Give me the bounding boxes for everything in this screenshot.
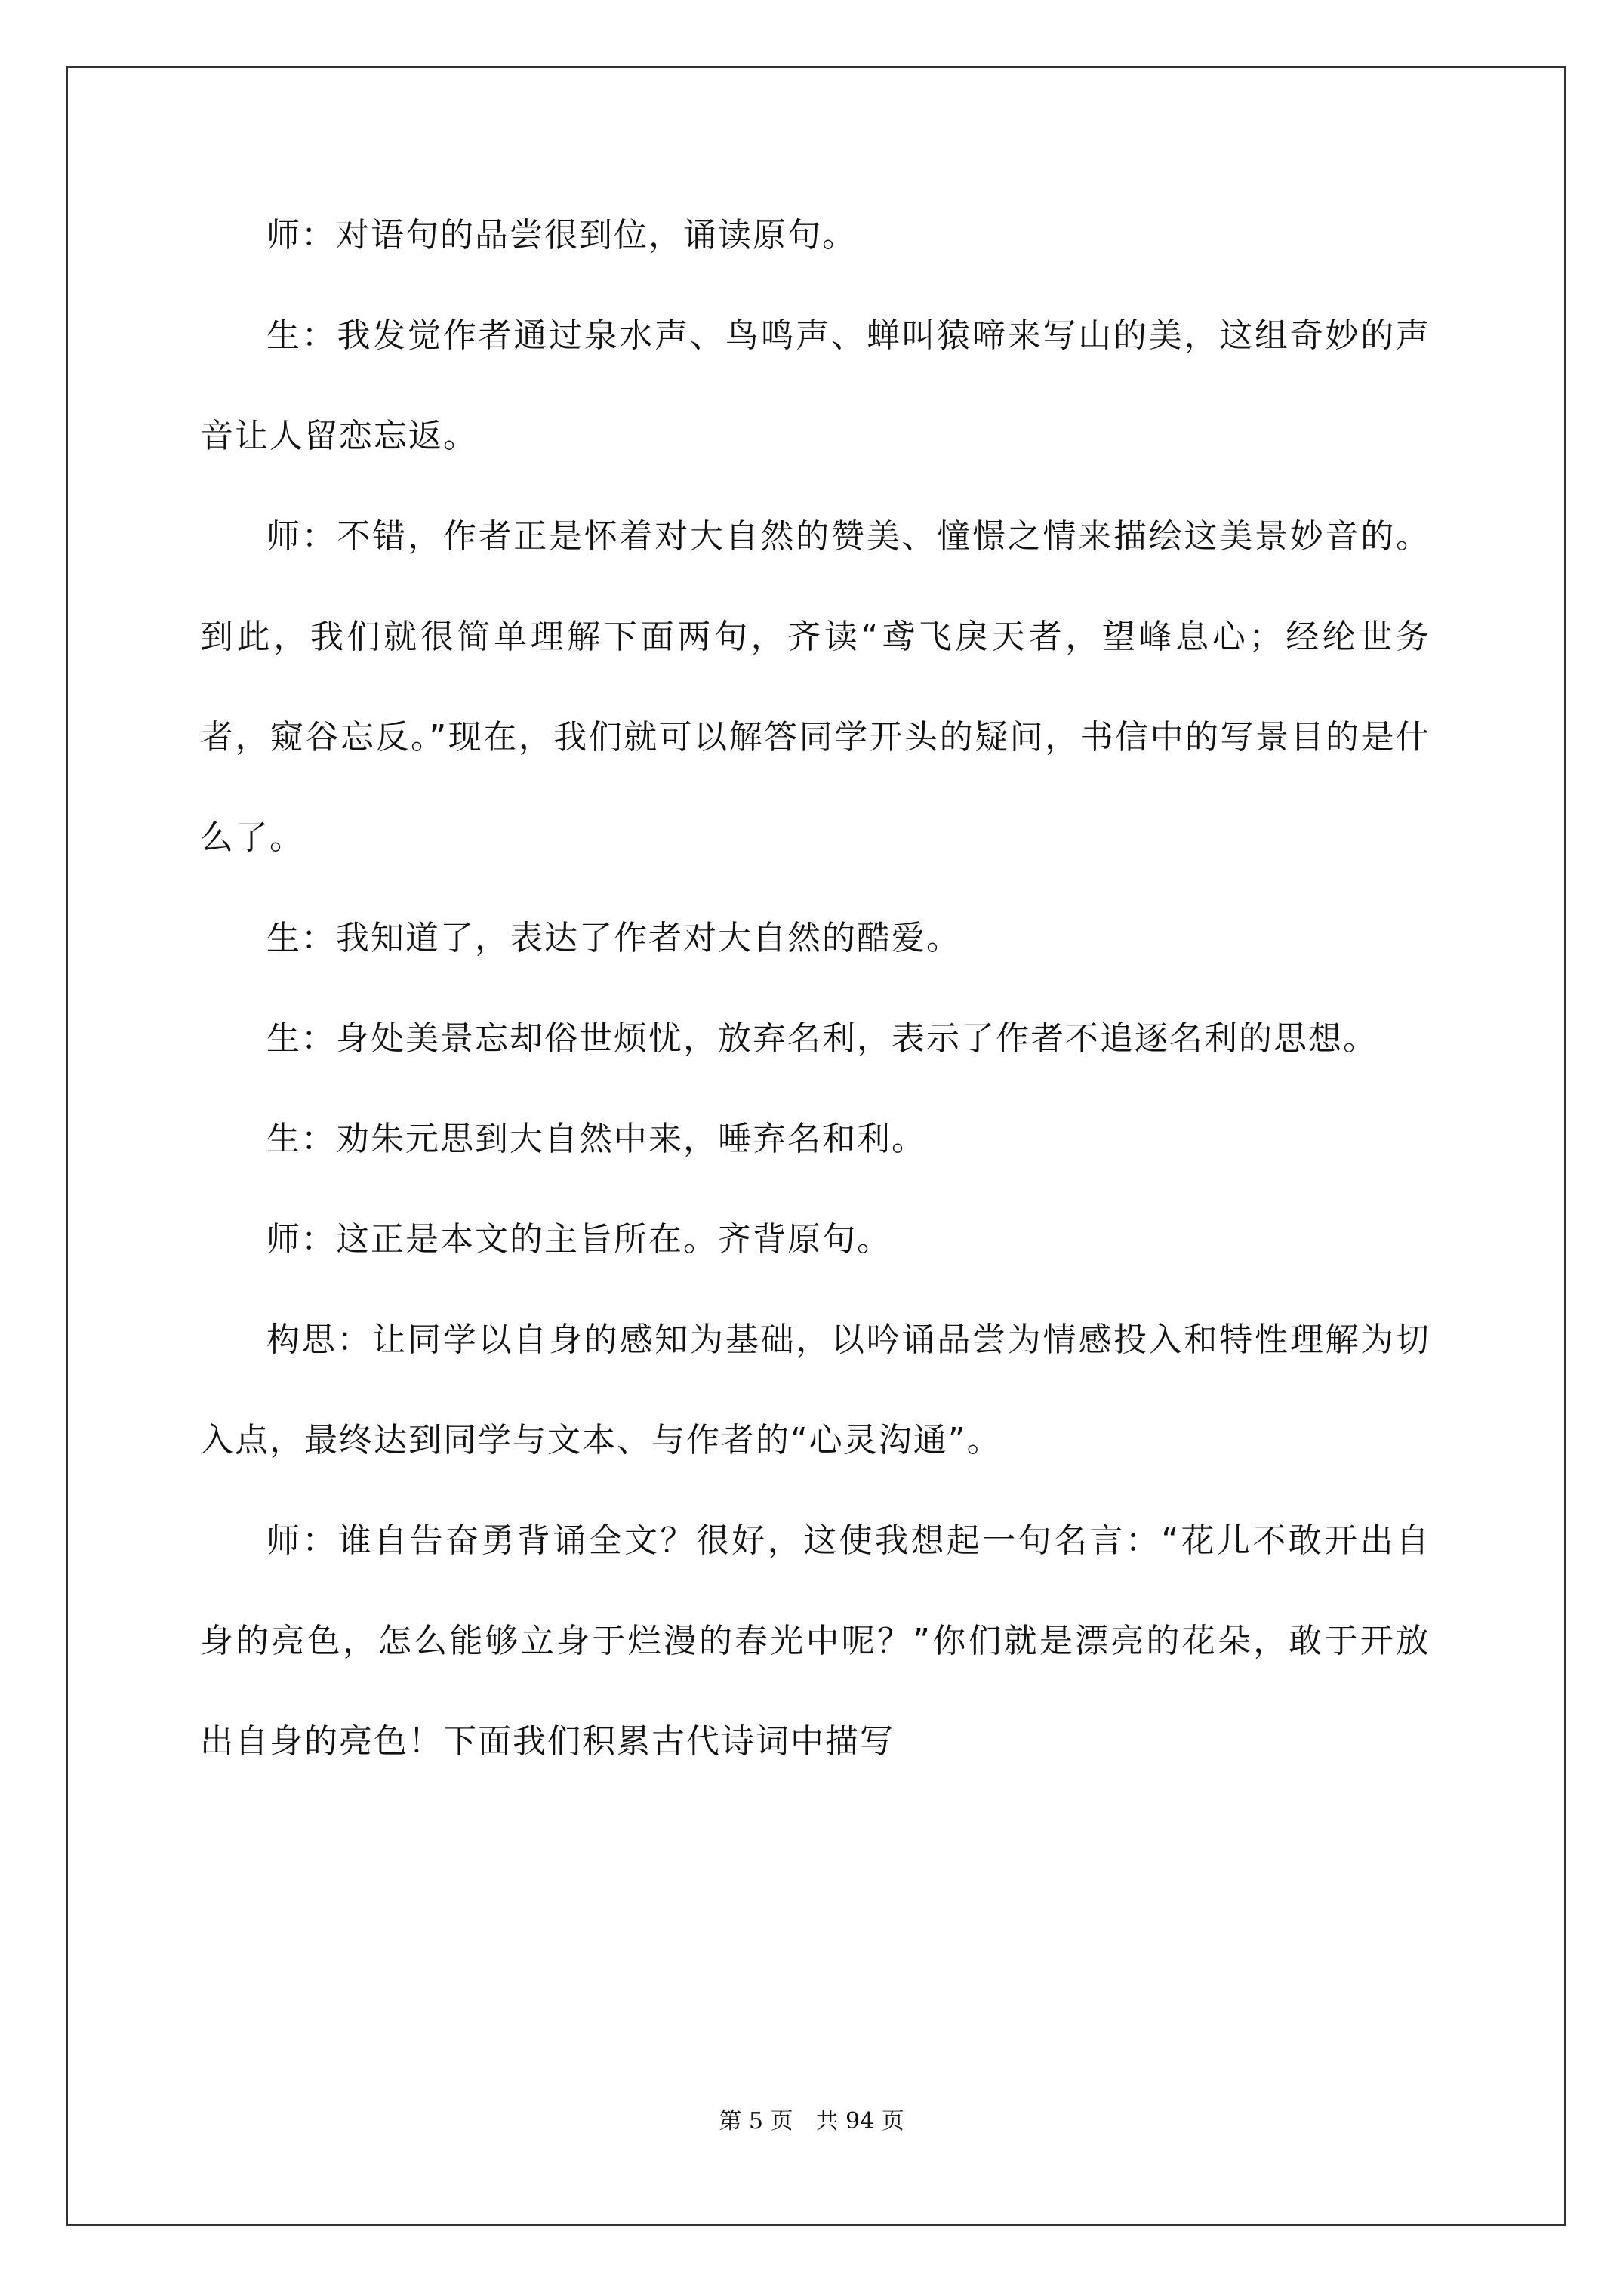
paragraph: 生：劝朱元思到大自然中来，唾弃名和利。 bbox=[266, 1120, 926, 1158]
document-body bbox=[200, 185, 1431, 1792]
paragraph: 生：我知道了，表达了作者对大自然的酷爱。 bbox=[266, 919, 961, 957]
paragraph: 师：对语句的品尝很到位，诵读原句。 bbox=[266, 216, 857, 254]
page-number-footer: 第 5 页 共 94 页 bbox=[719, 2108, 904, 2134]
paragraph: 构思：让同学以自身的感知为基础，以吟诵品尝为情感投入和特性理解为切入点，最终达到同学与文本、与作者的“心灵沟通”。 bbox=[200, 1321, 1431, 1459]
paragraph: 师：谁自告奋勇背诵全文？很好，这使我想起一句名言：“花儿不敢开出自身的亮色，怎么能够立身于烂漫的春光中呢？”你们就是漂亮的花朵，敢于开放出自身的亮色！下面我们积累古代诗词中描写 bbox=[200, 1521, 1431, 1761]
paragraph: 师：不错，作者正是怀着对大自然的赞美、憧憬之情来描绘这美景妙音的。到此，我们就很简单理解下面两句，齐读“鸢飞戾天者，望峰息心；经纶世务者，窥谷忘反。”现在，我们就可以解答同学开头的疑问，书信中的写景目的是什么了。 bbox=[200, 517, 1431, 857]
paragraph: 生：身处美景忘却俗世烦忧，放弃名利，表示了作者不追逐名利的思想。 bbox=[266, 1019, 1378, 1058]
paragraph: 师：这正是本文的主旨所在。齐背原句。 bbox=[266, 1220, 892, 1259]
paragraph: 生：我发觉作者通过泉水声、鸟鸣声、蝉叫猿啼来写山的美，这组奇妙的声音让人留恋忘返。 bbox=[200, 316, 1431, 455]
